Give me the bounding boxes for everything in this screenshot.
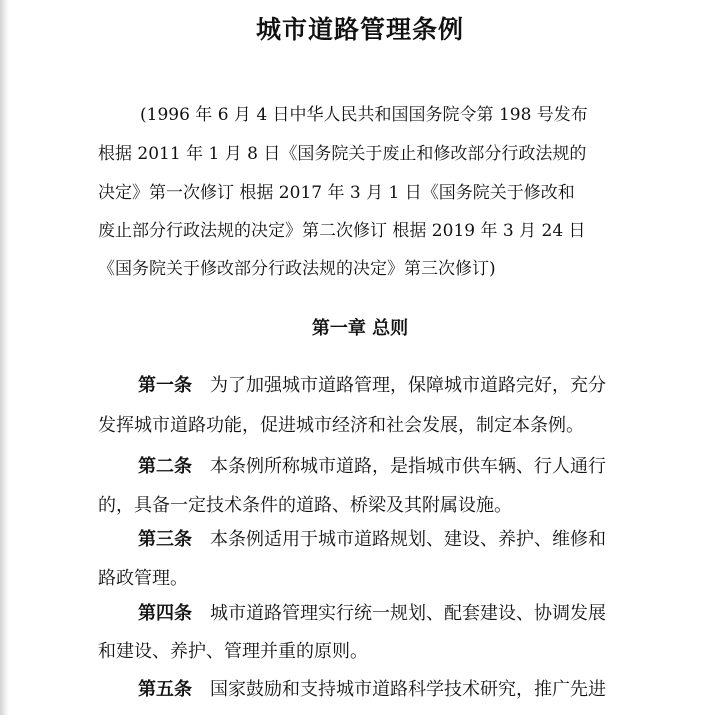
- chapter-heading: 第一章 总则: [311, 318, 409, 339]
- article-4-line-2: 和建设、养护、管理并重的原则。: [98, 641, 368, 662]
- article-3-label: 第三条: [138, 529, 192, 550]
- article-2-text-1: 本条例所称城市道路，是指城市供车辆、行人通行: [210, 456, 606, 477]
- article-3-line-1: [138, 526, 606, 554]
- article-1-line-2: 发挥城市道路功能，促进城市经济和社会发展，制定本条例。: [98, 415, 584, 436]
- article-1-text-1: 为了加强城市道路管理，保障城市道路完好，充分: [210, 375, 606, 396]
- article-3-line-2: 路政管理。: [98, 568, 188, 589]
- article-1-line-1: [138, 372, 606, 400]
- article-4-text-1: 城市道路管理实行统一规划、配套建设、协调发展: [210, 603, 606, 624]
- article-5-text-1: 国家鼓励和支持城市道路科学技术研究，推广先进: [210, 679, 606, 700]
- article-4-label: 第四条: [138, 603, 192, 624]
- article-5-line-1: [138, 676, 606, 704]
- article-3-text-1: 本条例适用于城市道路规划、建设、养护、维修和: [210, 529, 606, 550]
- preface-line-1: (1996 年 6 月 4 日中华人民共和国国务院令第 198 号发布: [140, 105, 588, 125]
- preface-line-2: 根据 2011 年 1 月 8 日《国务院关于废止和修改部分行政法规的: [98, 144, 587, 164]
- article-5-label: 第五条: [138, 679, 192, 700]
- article-2-label: 第二条: [138, 456, 192, 477]
- article-2-line-1: [138, 453, 606, 481]
- preface-line-5: 《国务院关于修改部分行政法规的决定》第三次修订): [98, 259, 496, 279]
- document-title: 城市道路管理条例: [255, 15, 464, 44]
- article-4-line-1: [138, 600, 606, 628]
- preface-line-4: 废止部分行政法规的决定》第二次修订 根据 2019 年 3 月 24 日: [98, 221, 586, 241]
- preface-line-3: 决定》第一次修订 根据 2017 年 3 月 1 日《国务院关于修改和: [98, 183, 575, 203]
- article-2-line-2: 的，具备一定技术条件的道路、桥梁及其附属设施。: [98, 495, 512, 516]
- article-1-label: 第一条: [138, 375, 192, 396]
